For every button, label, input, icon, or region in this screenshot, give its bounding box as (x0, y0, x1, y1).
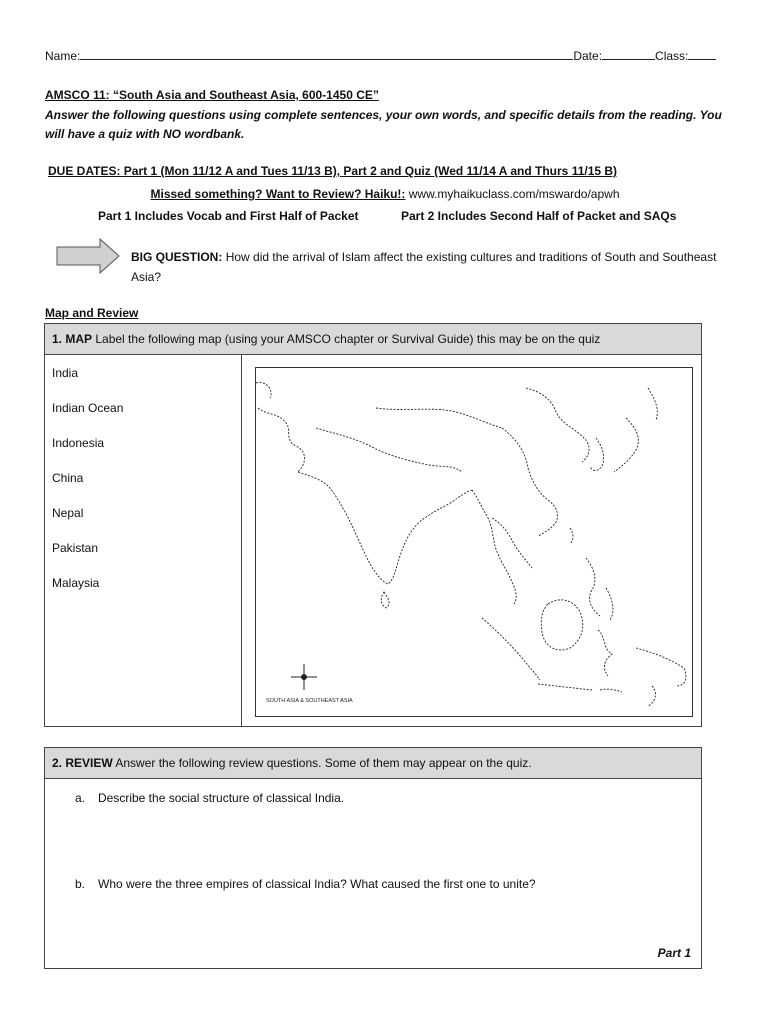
outline-map[interactable] (255, 367, 693, 717)
review-question (75, 877, 536, 891)
review-box (44, 747, 702, 969)
map-label-item: Indonesia (52, 436, 105, 450)
map-box-header (45, 324, 701, 355)
review-link-line (0, 187, 770, 201)
review-number: 2. REVIEW (52, 756, 113, 770)
missed-label: Missed something? Want to Review? Haiku!: (150, 187, 406, 201)
map-caption: SOUTH ASIA & SOUTHEAST ASIA (266, 698, 353, 704)
due-dates: DUE DATES: Part 1 (Mon 11/12 A and Tues 11/13 B), Part 2 and Quiz (Wed 11/14 A and Thurs 11/15 B) (48, 164, 618, 178)
map-label-item: Indian Ocean (52, 401, 124, 415)
map-label-list (45, 355, 242, 726)
big-question-text: How did the arrival of Islam affect the existing cultures and traditions of South and Southeast Asia? (131, 250, 717, 284)
section-heading: Map and Review (45, 306, 139, 320)
compass-rose-icon (291, 664, 317, 690)
part2-note: Part 2 Includes Second Half of Packet and SAQs (401, 209, 677, 223)
student-info-line (45, 48, 725, 63)
question-text: Describe the social structure of classical India. (98, 791, 345, 805)
map-label-item: India (52, 366, 79, 380)
part1-note: Part 1 Includes Vocab and First Half of Packet (98, 209, 359, 223)
page-title: AMSCO 11: “South Asia and Southeast Asia, 600-1450 CE” (45, 88, 379, 102)
date-blank[interactable] (602, 48, 655, 60)
map-label-item: Nepal (52, 506, 84, 520)
big-question-label: BIG QUESTION: (131, 250, 223, 264)
map-label-item: Pakistan (52, 541, 99, 555)
map-number: 1. MAP (52, 332, 93, 346)
question-text: Who were the three empires of classical India? What caused the first one to unite? (98, 877, 536, 891)
question-letter: a. (75, 791, 86, 805)
instructions: Answer the following questions using complete sentences, your own words, and specific details from the reading. You will have a quiz with NO wordbank. (45, 108, 722, 141)
class-label: Class: (655, 49, 689, 63)
arrow-right-icon (56, 238, 120, 274)
big-question (131, 247, 721, 287)
haiku-link[interactable]: www.myhaikuclass.com/mswardo/apwh (408, 187, 620, 201)
part-footer: Part 1 (657, 946, 691, 960)
class-blank[interactable] (688, 48, 716, 60)
review-instruction: Answer the following review questions. Some of them may appear on the quiz. (115, 756, 532, 770)
name-blank[interactable] (80, 48, 573, 60)
map-box (44, 323, 702, 727)
question-letter: b. (75, 877, 86, 891)
review-question (75, 791, 344, 805)
map-instruction: Label the following map (using your AMSCO chapter or Survival Guide) this may be on the quiz (95, 332, 601, 346)
name-label: Name: (45, 49, 81, 63)
map-label-item: China (52, 471, 84, 485)
map-label-item: Malaysia (52, 576, 100, 590)
date-label: Date: (573, 49, 603, 63)
review-box-header (45, 748, 701, 779)
